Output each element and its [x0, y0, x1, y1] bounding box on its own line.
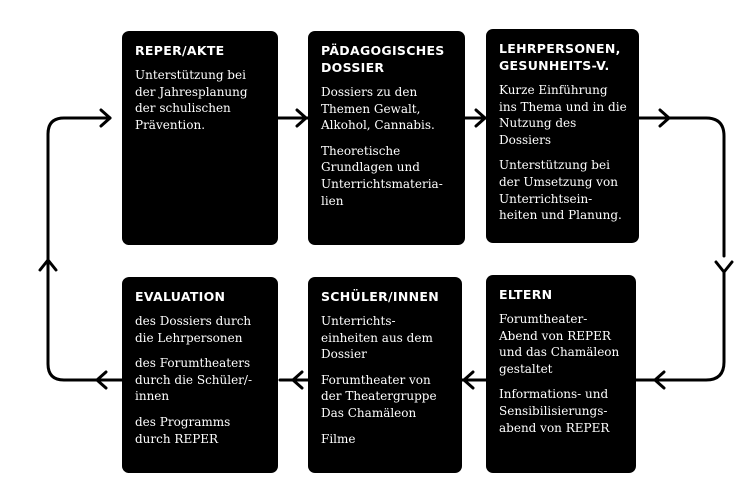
- box-title: ELTERN: [499, 287, 553, 302]
- box-eltern: [486, 275, 636, 473]
- box-text: Unterrichts-einheiten aus dem Dossier: [321, 314, 433, 362]
- box-evaluation: [122, 277, 278, 473]
- box-text: Forumtheater von der Theatergruppe Das Chamäleon: [321, 372, 437, 420]
- box-schueler-innen: [308, 277, 462, 473]
- arrow-lehrpersonen-to-eltern: [639, 118, 724, 256]
- box-reper-akte: [122, 31, 278, 245]
- box-title: PÄDAGOGISCHES DOSSIER: [321, 43, 445, 75]
- box-lehrpersonen: [486, 29, 639, 243]
- arrow-right-loop-lower: [636, 272, 724, 380]
- box-text: des Dossiers durch die Lehrpersonen: [135, 314, 252, 345]
- box-text: Filme: [321, 431, 356, 446]
- box-text: Unterstützung bei der Umsetzung von Unterrichtsein-heiten und Planung.: [499, 158, 622, 223]
- box-title: LEHRPERSONEN, GESUNHEITS-V.: [499, 41, 621, 73]
- box-text: Unterstützung bei der Jahresplanung der schulischen Prävention.: [135, 68, 248, 132]
- box-text: Kurze Einführung ins Thema und in die Nutzung des Dossiers: [499, 83, 627, 147]
- arrow-evaluation-to-reper: [48, 118, 122, 380]
- box-text: Dossiers zu den Themen Gewalt, Alkohol, Cannabis.: [321, 85, 435, 133]
- box-title: REPER/AKTE: [135, 43, 225, 58]
- box-paedagogisches-dossier: [308, 31, 465, 245]
- box-title: SCHÜLER/INNEN: [321, 289, 439, 304]
- box-text: Forumtheater-Abend von REPER und das Chamäleon gestaltet: [499, 312, 620, 376]
- box-text: Informations- und Sensibilisierungs-abend von REPER: [499, 387, 610, 435]
- box-text: des Programms durch REPER: [135, 414, 231, 446]
- box-text: Theoretische Grundlagen und Unterrichtsmateria-lien: [321, 143, 443, 208]
- box-text: des Forumtheaters durch die Schüler/-innen: [135, 356, 253, 404]
- box-title: EVALUATION: [135, 289, 226, 304]
